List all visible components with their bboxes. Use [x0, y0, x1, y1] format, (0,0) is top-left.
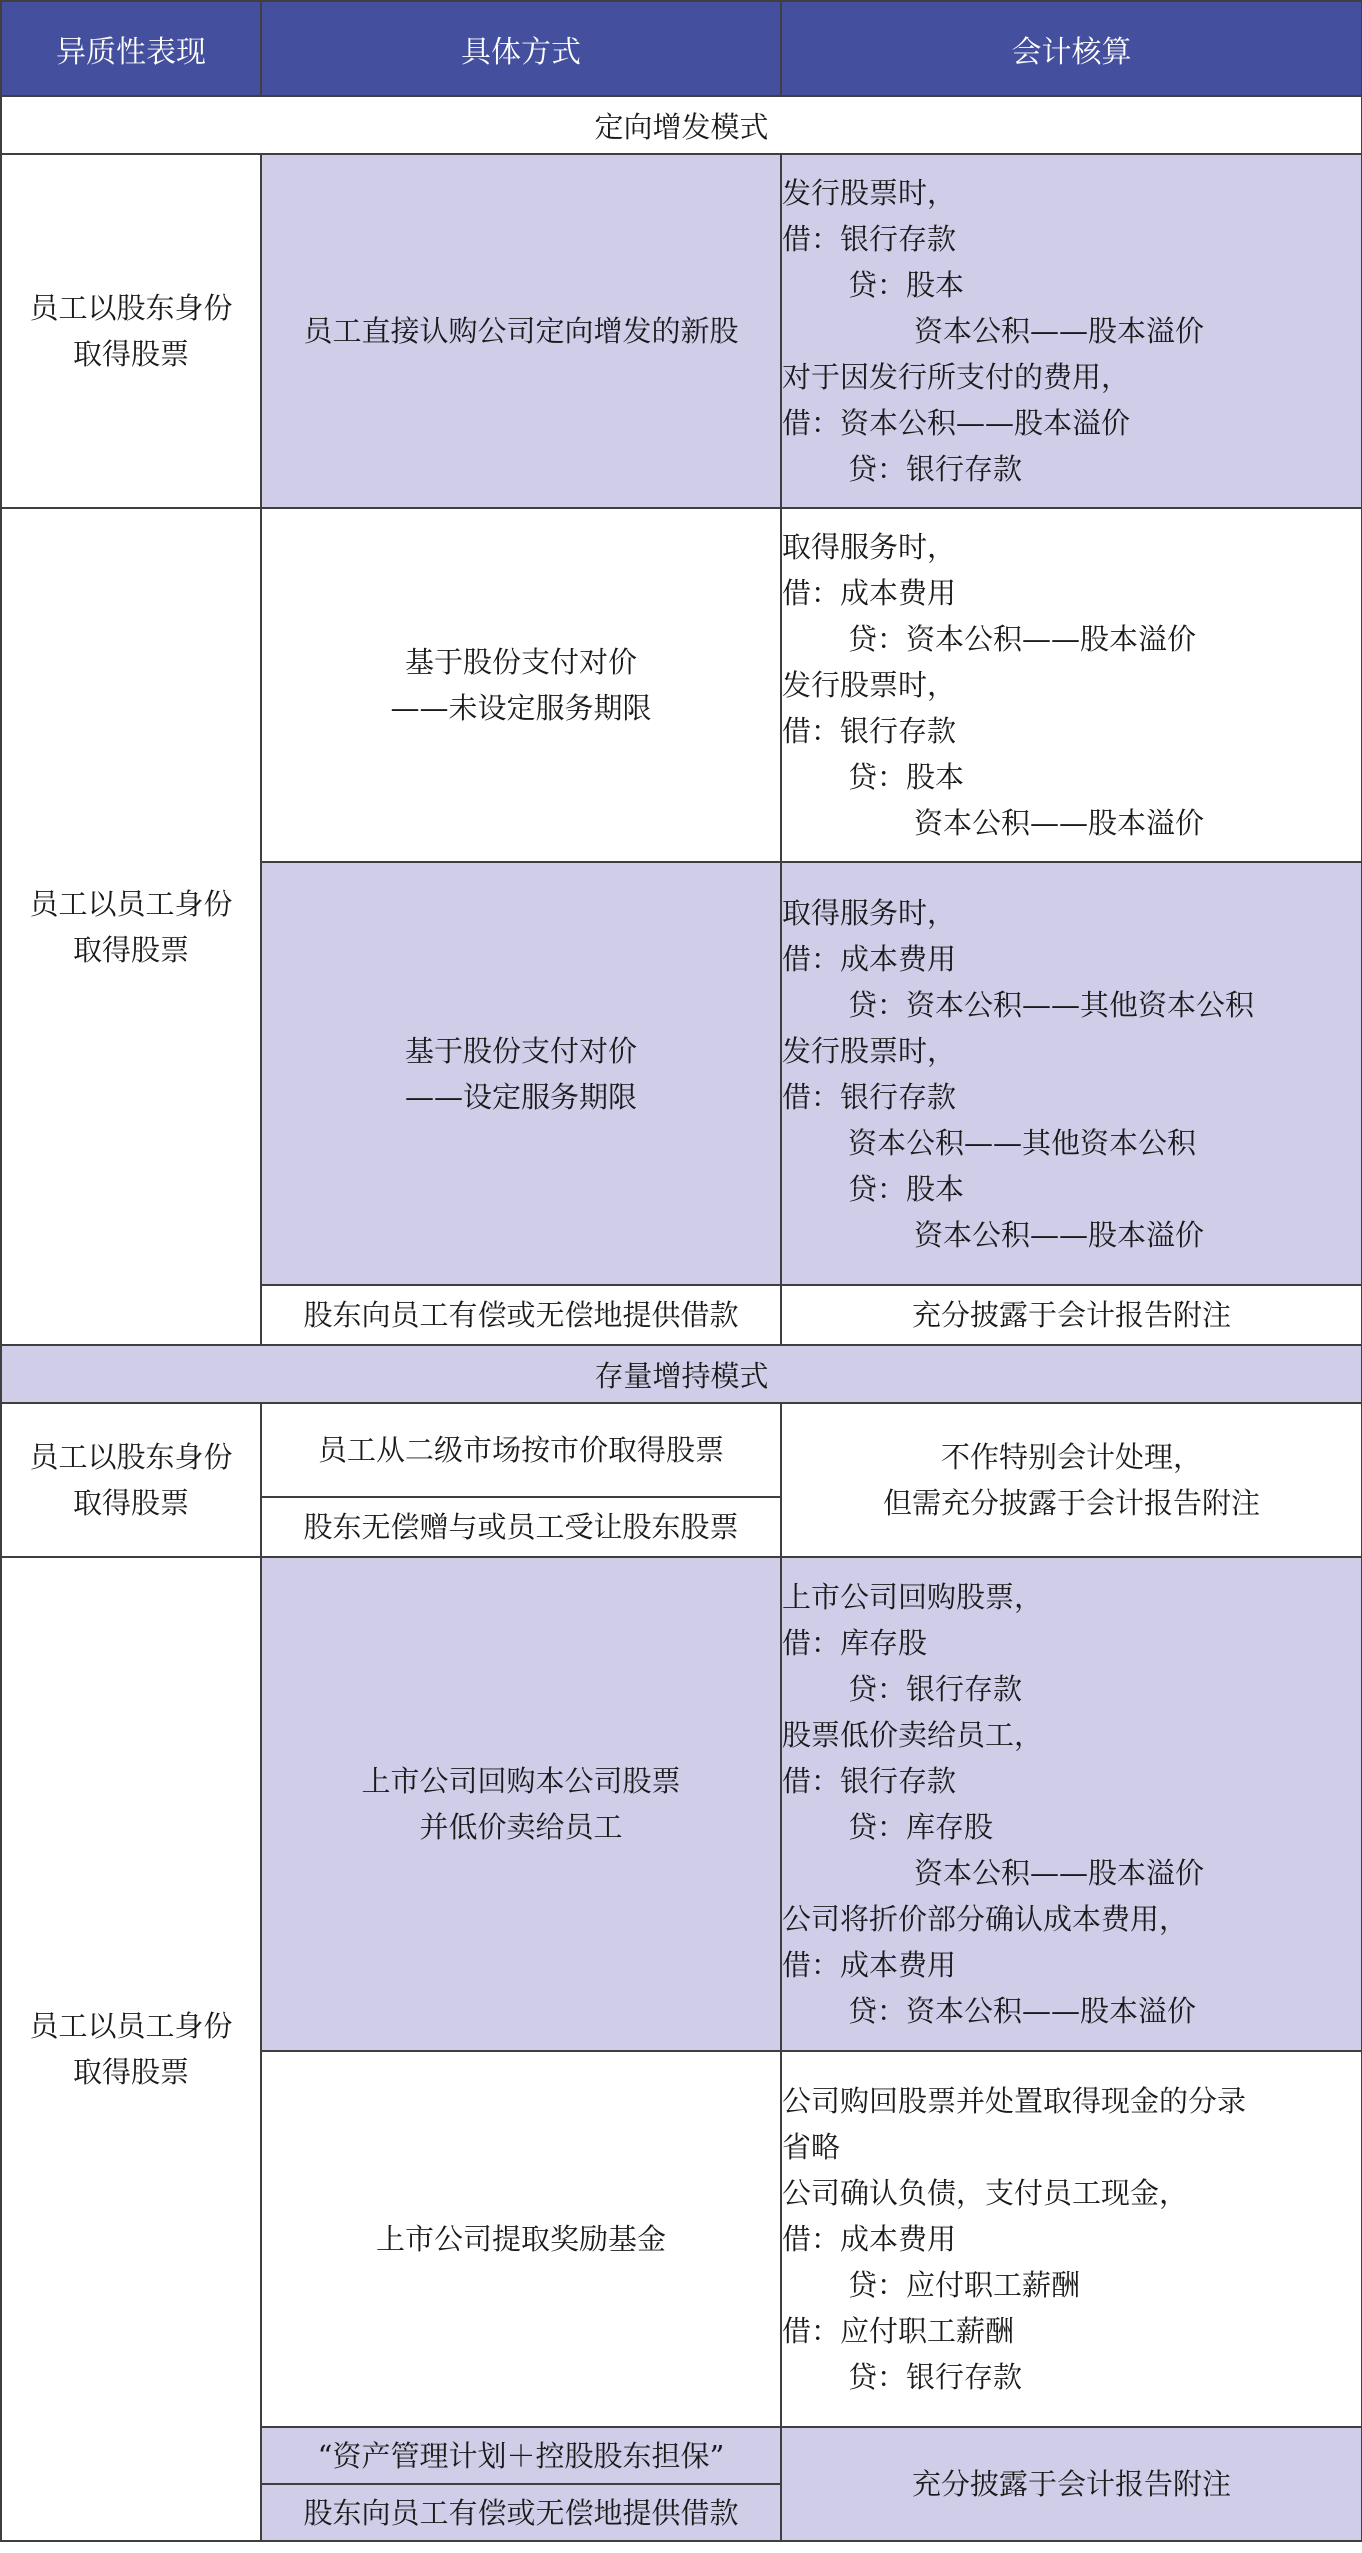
method-line: 基于股份支付对价 [404, 1033, 637, 1068]
accounting-line: 贷：应付职工薪酬 [848, 2268, 1081, 2302]
accounting-line: 资本公积——股本溢价 [914, 314, 1205, 348]
accounting-line: 资本公积——股本溢价 [914, 1856, 1205, 1890]
accounting-line: 上市公司回购股票， [782, 1580, 1044, 1614]
accounting-line: 公司将折价部分确认成本费用， [782, 1902, 1189, 1936]
accounting-cell [781, 154, 1362, 508]
category-line: 员工以股东身份 [29, 291, 233, 325]
accounting-line: 公司确认负债，支付员工现金， [782, 2176, 1189, 2210]
accounting-line: 但需充分披露于会计报告附注 [882, 1486, 1260, 1520]
accounting-cell [781, 1557, 1362, 2051]
method-cell [261, 1285, 781, 1345]
method-cell [261, 2427, 781, 2484]
category-line: 员工以员工身份 [29, 2009, 233, 2043]
header-heterogeneity: 异质性表现 [1, 1, 261, 96]
accounting-line: 借：银行存款 [782, 714, 957, 748]
accounting-line: 借：成本费用 [782, 2222, 957, 2256]
category-cell [1, 154, 261, 508]
accounting-line: 发行股票时， [782, 176, 957, 210]
accounting-cell [781, 862, 1362, 1285]
accounting-line: 发行股票时， [782, 1033, 957, 1068]
method-cell [261, 1497, 781, 1557]
accounting-line: 省略 [782, 2130, 841, 2164]
method-line: 股东无偿赠与或员工受让股东股票 [303, 1510, 739, 1544]
category-line: 取得股票 [72, 1486, 189, 1520]
method-line: 上市公司回购本公司股票 [361, 1764, 681, 1798]
method-cell [261, 2051, 781, 2427]
accounting-line: 对于因发行所支付的费用， [782, 360, 1131, 394]
category-line: 取得股票 [72, 2055, 189, 2089]
accounting-line: 资本公积——股本溢价 [914, 1217, 1205, 1252]
method-line: 员工从二级市场按市价取得股票 [317, 1433, 724, 1467]
method-line: 并低价卖给员工 [419, 1810, 623, 1844]
category-line: 员工以员工身份 [29, 886, 233, 921]
accounting-line: 取得服务时， [782, 895, 957, 930]
category-cell [1, 1403, 261, 1557]
table-row [1, 1403, 1362, 1497]
accounting-cell [781, 1285, 1362, 1345]
method-line: ——设定服务期限 [404, 1079, 637, 1114]
accounting-line: 借：银行存款 [782, 1079, 957, 1114]
accounting-line: 公司购回股票并处置取得现金的分录 [782, 2084, 1247, 2118]
table-row [1, 508, 1362, 862]
accounting-line: 贷：库存股 [848, 1810, 994, 1844]
method-cell [261, 1557, 781, 2051]
accounting-line: 借：银行存款 [782, 1764, 957, 1798]
accounting-line: 借：库存股 [782, 1626, 928, 1660]
method-line: 基于股份支付对价 [404, 645, 637, 679]
method-cell [261, 862, 781, 1285]
accounting-line: 发行股票时， [782, 668, 957, 702]
method-line: 员工直接认购公司定向增发的新股 [303, 314, 739, 348]
accounting-cell [781, 1403, 1362, 1557]
category-cell [1, 1557, 261, 2541]
accounting-line: 借：资本公积——股本溢价 [782, 406, 1131, 440]
header-accounting: 会计核算 [781, 1, 1362, 96]
method-line: 上市公司提取奖励基金 [375, 2222, 666, 2256]
method-cell [261, 508, 781, 862]
method-cell [261, 154, 781, 508]
accounting-line: 借：成本费用 [782, 941, 957, 976]
accounting-line: 贷：银行存款 [848, 452, 1023, 486]
section-row-existing-holdings [1, 1345, 1362, 1403]
accounting-cell [781, 2427, 1362, 2541]
table-row [1, 1557, 1362, 2051]
accounting-line: 贷：资本公积——其他资本公积 [848, 987, 1255, 1022]
category-line: 员工以股东身份 [29, 1440, 233, 1474]
accounting-line: 资本公积——其他资本公积 [848, 1125, 1197, 1160]
accounting-line: 借：成本费用 [782, 576, 957, 610]
accounting-line: 股票低价卖给员工， [782, 1718, 1044, 1752]
accounting-line: 充分披露于会计报告附注 [911, 2467, 1231, 2501]
category-cell [1, 508, 261, 1345]
accounting-line: 借：应付职工薪酬 [782, 2314, 1015, 2348]
accounting-line: 贷：银行存款 [848, 1672, 1023, 1706]
accounting-line: 取得服务时， [782, 530, 957, 564]
method-line: “资产管理计划＋控股股东担保” [317, 2438, 725, 2473]
accounting-line: 借：银行存款 [782, 222, 957, 256]
accounting-line: 贷：股本 [848, 760, 965, 794]
method-cell [261, 2484, 781, 2541]
section-title: 存量增持模式 [1, 1345, 1362, 1403]
accounting-line: 充分披露于会计报告附注 [911, 1298, 1231, 1332]
method-cell [261, 1403, 781, 1497]
header-method: 具体方式 [261, 1, 781, 96]
accounting-cell [781, 508, 1362, 862]
category-line: 取得股票 [72, 932, 189, 967]
accounting-line: 贷：资本公积——股本溢价 [848, 1994, 1197, 2028]
method-line: 股东向员工有偿或无偿地提供借款 [303, 2495, 739, 2530]
accounting-line: 贷：股本 [848, 1171, 965, 1206]
section-title: 定向增发模式 [1, 96, 1362, 154]
accounting-line: 贷：资本公积——股本溢价 [848, 622, 1197, 656]
category-line: 取得股票 [72, 337, 189, 371]
section-row-private-placement [1, 96, 1362, 154]
method-line: 股东向员工有偿或无偿地提供借款 [303, 1298, 739, 1332]
accounting-line: 不作特别会计处理， [940, 1440, 1202, 1474]
accounting-line: 贷：银行存款 [848, 2360, 1023, 2394]
accounting-line: 借：成本费用 [782, 1948, 957, 1982]
method-line: ——未设定服务期限 [390, 691, 652, 725]
accounting-line: 贷：股本 [848, 268, 965, 302]
accounting-line: 资本公积——股本溢价 [914, 806, 1205, 840]
header-row [1, 1, 1362, 96]
table-row [1, 154, 1362, 508]
accounting-cell [781, 2051, 1362, 2427]
